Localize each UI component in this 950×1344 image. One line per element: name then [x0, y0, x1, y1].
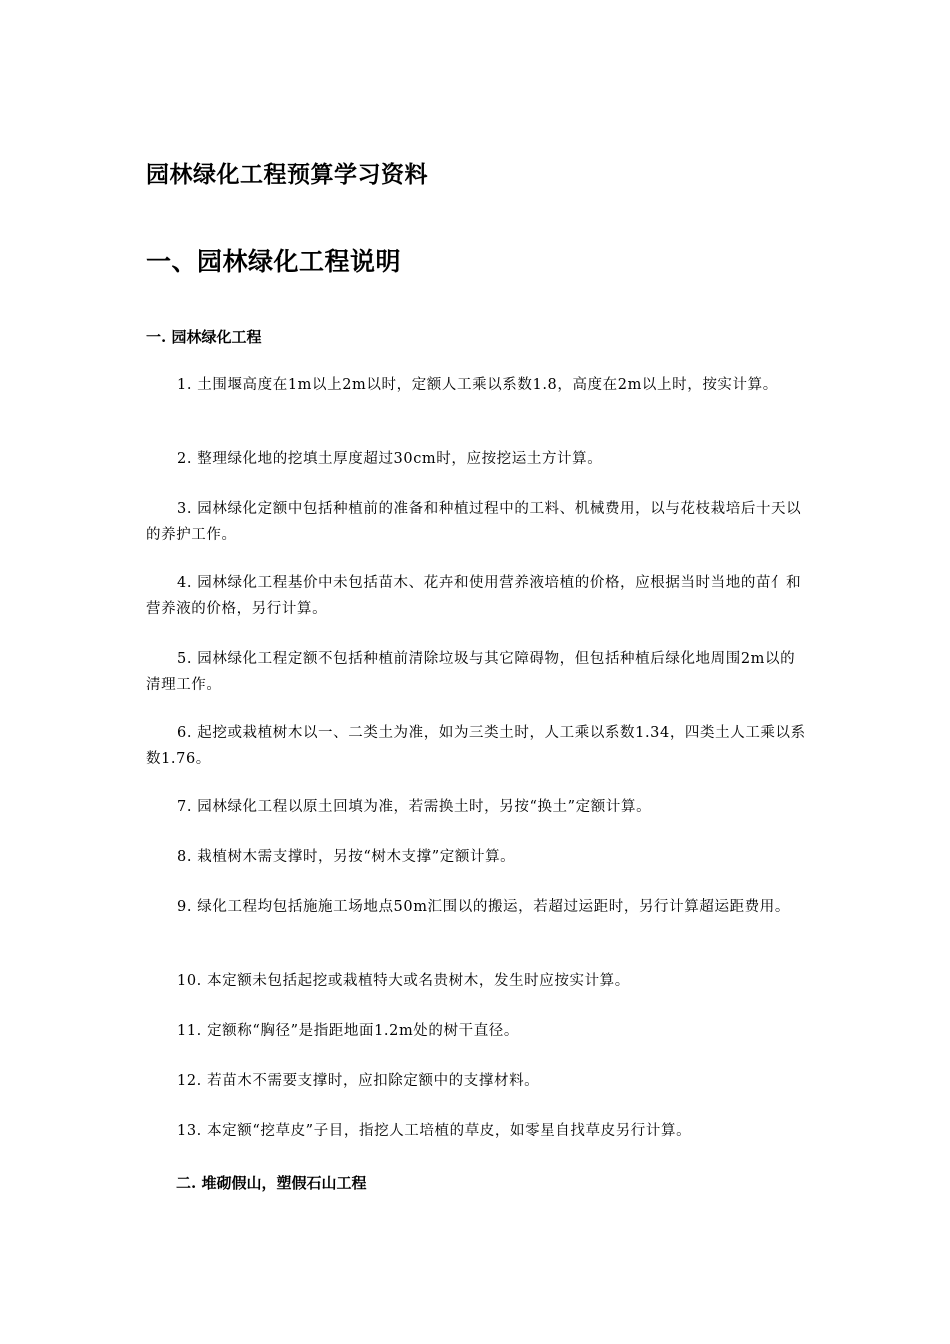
subsection-heading: 一. 园林绿化工程 — [146, 328, 262, 346]
paragraph-item-1: 1. 土围堰高度在1m以上2m以时，定额人工乘以系数1.8，高度在2m以上时，按实计算。 — [177, 377, 778, 393]
paragraph-item-7: 7. 园林绿化工程以原土回填为准，若需换土时，另按“换土”定额计算。 — [177, 799, 652, 815]
paragraph-item-5: 5. 园林绿化工程定额不包括种植前清除垃圾与其它障碍物，但包括种植后绿化地周围2m以的清理工作。 — [146, 651, 796, 693]
subsection-heading: 二. 堆砌假山，塑假石山工程 — [176, 1174, 367, 1192]
paragraph-item-12: 12. 若苗木不需要支撑时，应扣除定额中的支撑材料。 — [177, 1073, 540, 1089]
paragraph-item-10: 10. 本定额未包括起挖或栽植特大或名贵树木，发生时应按实计算。 — [177, 973, 630, 989]
section-heading: 一、园林绿化工程说明 — [146, 247, 402, 276]
paragraph-item-2: 2. 整理绿化地的挖填土厚度超过30cm时，应按挖运土方计算。 — [177, 451, 603, 467]
paragraph-item-3: 3. 园林绿化定额中包括种植前的准备和种植过程中的工料、机械费用，以与花枝栽培后十天以的养护工作。 — [146, 501, 802, 543]
paragraph-item-8: 8. 栽植树木需支撑时，另按“树木支撑”定额计算。 — [177, 849, 516, 865]
paragraph-item-11: 11. 定额称“胸径”是指距地面1.2m处的树干直径。 — [177, 1023, 520, 1039]
paragraph-item-4: 4. 园林绿化工程基价中未包括苗木、花卉和使用营养液培植的价格，应根据当时当地的苗亻和营养液的价格，另行计算。 — [146, 575, 802, 617]
paragraph-item-13: 13. 本定额“挖草皮”子目，指挖人工培植的草皮，如零星自找草皮另行计算。 — [177, 1123, 692, 1139]
paragraph-item-6: 6. 起挖或栽植树木以一、二类土为准，如为三类土时，人工乘以系数1.34，四类土人工乘以系数1.76。 — [146, 725, 806, 767]
document-title: 园林绿化工程预算学习资料 — [146, 161, 428, 188]
paragraph-item-9: 9. 绿化工程均包括施施工场地点50m汇围以的搬运，若超过运距时，另行计算超运距费用。 — [177, 899, 790, 915]
